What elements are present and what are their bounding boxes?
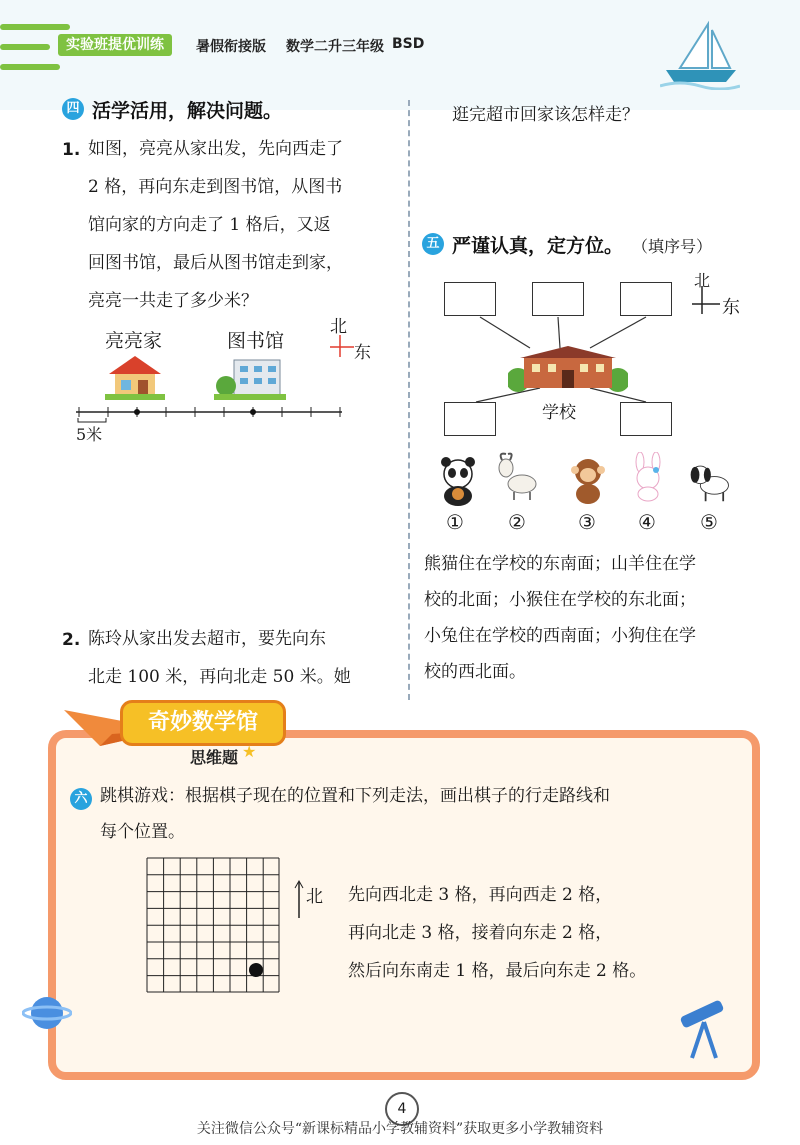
question-1-line: 如图，亮亮从家出发，先向西走了: [88, 139, 343, 159]
compass-icon: [326, 333, 356, 359]
compass-east-label: 东: [354, 343, 371, 363]
animal-number: ⑤: [700, 510, 718, 534]
edition-label: 暑假衔接版: [196, 39, 266, 55]
header-stripe: [0, 64, 60, 70]
subject-label: 数学二升三年级: [286, 39, 384, 55]
question-1-line: 2 格，再向东走到图书馆，从图书: [88, 177, 343, 197]
move-step: 再向北走 3 格，接着向东走 2 格，: [348, 923, 613, 943]
number-line: [74, 402, 344, 422]
sailboat-icon: [660, 20, 740, 90]
animal-number: ②: [508, 510, 526, 534]
compass-icon: [692, 286, 722, 316]
school-label: 学校: [542, 403, 576, 423]
banner-title: 奇妙数学馆: [120, 700, 286, 746]
section-6-text: [100, 778, 750, 850]
question-2-number: 2.: [62, 630, 81, 650]
question-2-line: 北走 100 米，再向北走 50 米。她: [88, 667, 351, 687]
grid-north-label: 北: [306, 887, 323, 907]
move-step: 然后向东南走 1 格，最后向东走 2 格。: [348, 961, 647, 981]
question-1-text: [88, 130, 398, 320]
header-stripe: [0, 44, 50, 50]
page-number: 4: [385, 1092, 419, 1126]
series-badge: 实验班提优训练: [58, 34, 172, 56]
animal-number: ①: [446, 510, 464, 534]
scale-label: 5米: [76, 425, 103, 444]
house-icon: [105, 352, 165, 400]
rabbit-icon: [626, 452, 670, 502]
question-1-line: 回图书馆，最后从图书馆走到家，: [88, 253, 343, 273]
goat-icon: [496, 452, 540, 502]
star-icon: ★: [242, 742, 257, 761]
section-6-line: 跳棋游戏：根据棋子现在的位置和下列走法，画出棋子的行走路线和: [100, 786, 610, 806]
section-6-line: 每个位置。: [100, 822, 185, 842]
animal-number: ④: [638, 510, 656, 534]
animal-number: ③: [578, 510, 596, 534]
move-steps: [348, 876, 728, 990]
footer-text: 关注微信公众号“新课标精品小学教辅资料”获取更多小学教辅资料: [196, 1121, 604, 1137]
section-5-hint: （填序号）: [632, 237, 713, 256]
question-2-continue: 逛完超市回家该怎样走？: [452, 105, 639, 125]
school-icon: [508, 344, 628, 392]
description-line: 校的西北面。: [424, 662, 526, 682]
description-line: 小兔住在学校的西南面；小狗住在学: [424, 626, 696, 646]
publisher-label: BSD: [392, 36, 425, 52]
panda-icon: [436, 456, 480, 506]
header-stripe: [0, 24, 70, 30]
compass-east-label: 东: [722, 297, 740, 318]
description-line: 熊猫住在学校的东南面；山羊住在学: [424, 554, 696, 574]
section-4-number: 四: [62, 98, 84, 120]
question-1-number: 1.: [62, 140, 81, 160]
question-1-line: 亮亮一共走了多少米？: [88, 291, 258, 311]
section-4-title: 活学活用，解决问题。: [92, 100, 283, 122]
question-2-text: [88, 620, 398, 696]
compass-north-label: 北: [330, 317, 347, 337]
telescope-icon: [676, 996, 736, 1062]
description-line: 校的北面；小猴住在学校的东北面；: [424, 590, 696, 610]
section-5-description: [424, 546, 774, 690]
monkey-icon: [566, 456, 610, 506]
library-label: 图书馆: [227, 330, 285, 352]
home-label: 亮亮家: [105, 330, 163, 352]
section-5-title: 严谨认真，定方位。: [452, 235, 624, 257]
section-6-number: 六: [70, 788, 92, 810]
checker-piece[interactable]: [249, 963, 263, 977]
question-1-line: 馆向家的方向走了 1 格后，又返: [88, 215, 331, 235]
column-divider: [408, 100, 410, 700]
banner-subtitle: 思维题: [190, 748, 239, 767]
section-5-number: 五: [422, 233, 444, 255]
compass-north-label: 北: [694, 271, 711, 290]
planet-icon: [22, 990, 72, 1036]
dog-icon: [688, 456, 732, 506]
question-2-line: 陈玲从家出发去超市，要先向东: [88, 629, 326, 649]
move-step: 先向西北走 3 格，再向西走 2 格，: [348, 885, 613, 905]
library-icon: [214, 352, 286, 400]
north-arrow-icon: [294, 880, 304, 920]
